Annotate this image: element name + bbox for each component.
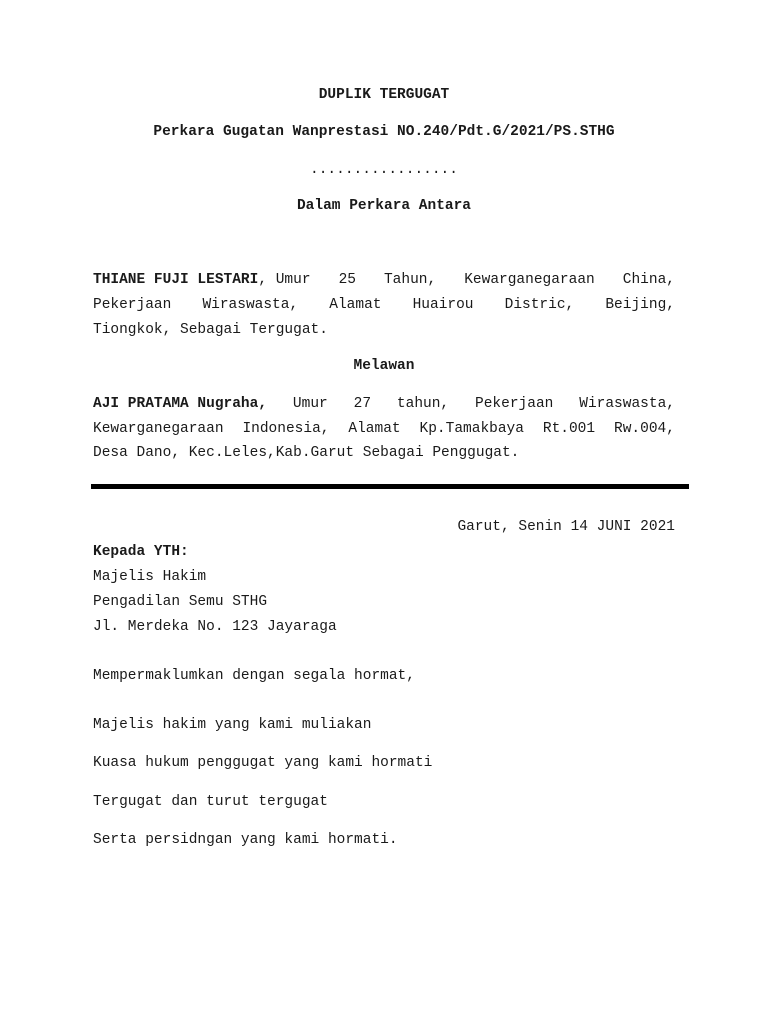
case-number-line: Perkara Gugatan Wanprestasi NO.240/Pdt.G/2021/PS.STHG: [153, 124, 615, 140]
defendant-name: THIANE FUJI LESTARI: [93, 272, 259, 288]
salutation-line: Kuasa hukum penggugat yang kami hormati: [93, 755, 433, 771]
header-divider: [91, 484, 689, 488]
recipient-label: Kepada YTH:: [93, 544, 189, 560]
salutation-line: Majelis hakim yang kami muliakan: [93, 717, 372, 733]
document-title: DUPLIK TERGUGAT: [318, 87, 450, 103]
place-date: Garut, Senin 14 JUNI 2021: [457, 519, 675, 535]
plaintiff-line-3: Desa Dano, Kec.Leles,Kab.Garut Sebagai Penggugat.: [93, 445, 520, 461]
defendant-line-3: Tiongkok, Sebagai Tergugat.: [93, 322, 328, 338]
dotted-separator: .................: [310, 162, 458, 178]
recipient-line: Jl. Merdeka No. 123 Jayaraga: [93, 619, 337, 635]
salutation-line: Serta persidngan yang kami hormati.: [93, 832, 398, 848]
plaintiff-line-2: Kewarganegaraan Indonesia, Alamat Kp.Tamakbaya Rt.001 Rw.004,: [93, 421, 675, 437]
recipient-line: Pengadilan Semu STHG: [93, 594, 268, 610]
versus-label: Melawan: [353, 358, 415, 374]
plaintiff-name: AJI PRATAMA Nugraha,: [93, 396, 268, 412]
opening-line: Mempermaklumkan dengan segala hormat,: [93, 668, 415, 684]
plaintiff-line-1: AJI PRATAMA Nugraha, Umur 27 tahun, Pekerjaan Wiraswasta,: [93, 396, 675, 412]
defendant-line-1: THIANE FUJI LESTARI, Umur 25 Tahun, Kewarganegaraan China,: [93, 272, 675, 288]
salutation-line: Tergugat dan turut tergugat: [93, 794, 328, 810]
recipient-line: Majelis Hakim: [93, 569, 207, 585]
parties-heading: Dalam Perkara Antara: [296, 198, 472, 214]
defendant-line-2: Pekerjaan Wiraswasta, Alamat Huairou Distric, Beijing,: [93, 297, 675, 313]
